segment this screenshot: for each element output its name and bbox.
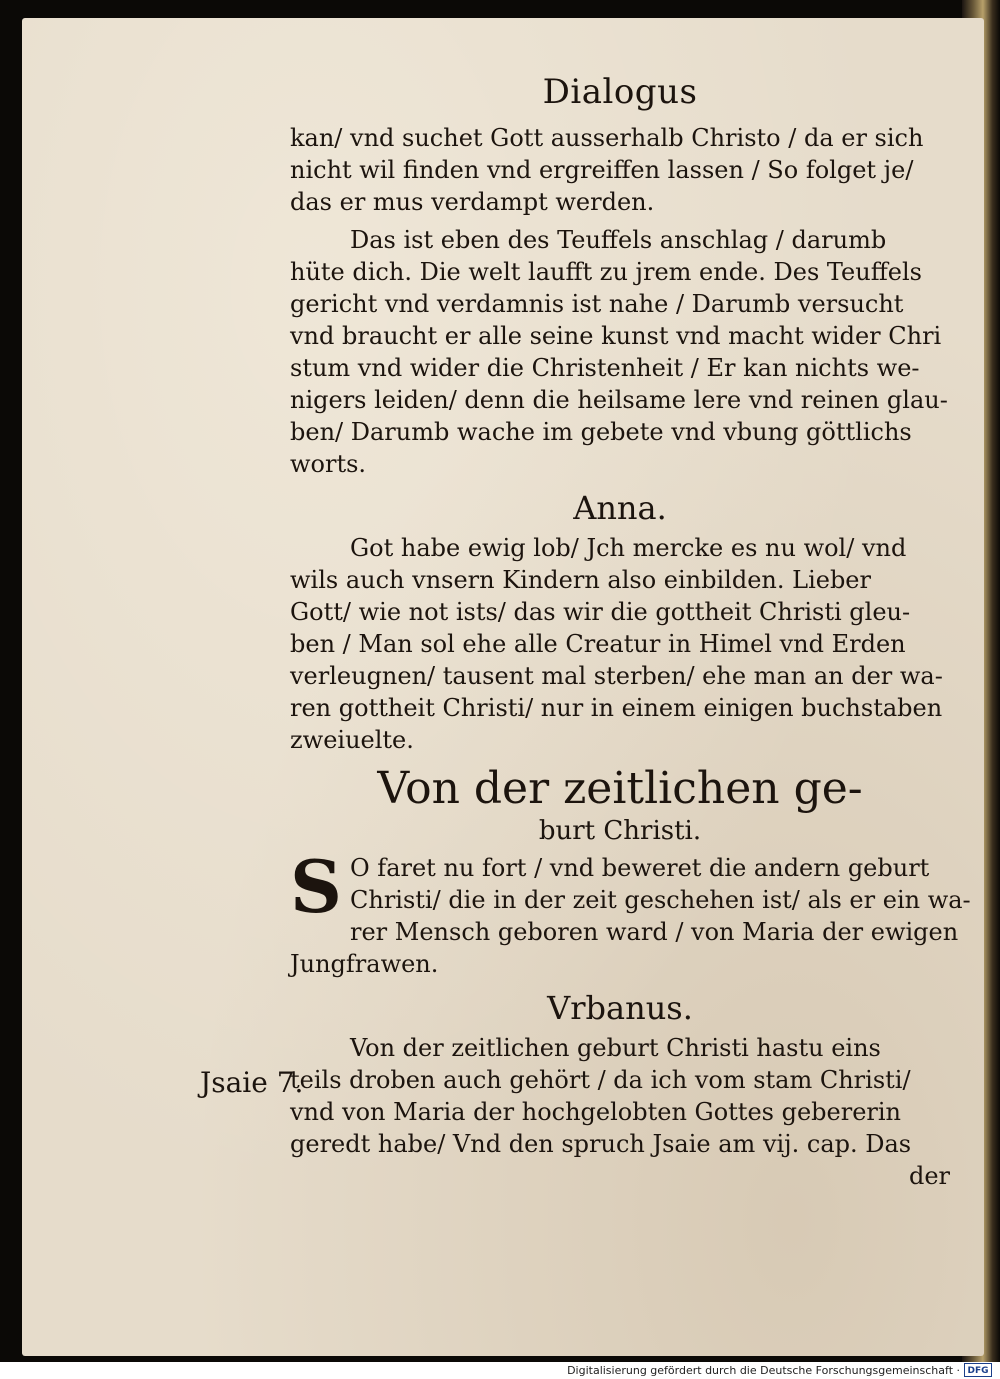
text-line: Jungfrawen.: [290, 950, 439, 978]
text-line: das er mus verdampt werden.: [290, 188, 655, 216]
paragraph-4: [290, 844, 971, 980]
text-line: hüte dich. Die welt laufft zu jrem ende. Des Teuffels: [290, 258, 922, 286]
text-line: O faret nu fort / vnd beweret die andern geburt: [350, 854, 930, 882]
footer-credit: Digitalisierung gefördert durch die Deutsche Forschungsgemeinschaft ·: [567, 1364, 960, 1377]
text-line: Got habe ewig lob/ Jch mercke es nu wol/ vnd: [350, 534, 907, 562]
running-head: Dialogus: [542, 72, 698, 112]
text-line: Von der zeitlichen geburt Christi hastu eins: [350, 1034, 881, 1062]
text-line: ren gottheit Christi/ nur in einem einigen buchstaben: [290, 694, 943, 722]
text-line: nicht wil finden vnd ergreiffen lassen / So folget je/: [290, 156, 914, 184]
text-line: gericht vnd verdamnis ist nahe / Darumb versucht: [290, 290, 904, 318]
text-line: worts.: [290, 450, 367, 478]
text-line: verleugnen/ tausent mal sterben/ ehe man an der wa-: [290, 662, 943, 690]
paragraph-1: [290, 122, 950, 218]
text-line: rer Mensch geboren ward / von Maria der ewigen: [350, 918, 959, 946]
text-line: stum vnd wider die Christenheit / Er kan nichts we-: [290, 354, 920, 382]
marginal-note: Jsaie 7.: [200, 1066, 304, 1099]
text-line: vnd von Maria der hochgelobten Gottes gebererin: [290, 1098, 902, 1126]
paragraph-2: [290, 224, 950, 480]
text-line: Christi/ die in der zeit geschehen ist/ als er ein wa-: [350, 886, 971, 914]
text-line: wils auch vnsern Kindern also einbilden. Lieber: [290, 566, 871, 594]
text-line: ben/ Darumb wache im gebete vnd vbung göttlichs: [290, 418, 912, 446]
text-line: teils droben auch gehört / da ich vom stam Christi/: [290, 1066, 911, 1094]
section-title: Von der zeitlichen ge-: [377, 763, 863, 814]
paragraph-3: [290, 532, 950, 756]
text-line: vnd braucht er alle seine kunst vnd macht wider Chri: [290, 322, 942, 350]
section-subtitle: burt Christi.: [538, 816, 702, 846]
text-line: geredt habe/ Vnd den spruch Jsaie am vij. cap. Das: [290, 1130, 912, 1158]
paragraph-4-body: [290, 844, 971, 980]
catchword: der: [908, 1162, 950, 1190]
text-line: kan/ vnd suchet Gott ausserhalb Christo / da er sich: [290, 124, 924, 152]
paragraph-5: [290, 1032, 950, 1160]
text-block: [290, 72, 971, 1192]
dfg-logo-icon[interactable]: DFG: [964, 1363, 992, 1377]
speaker-heading: Vrbanus.: [547, 989, 693, 1027]
footer-bar: [0, 1362, 1000, 1379]
speaker-heading: Anna.: [573, 489, 667, 527]
text-line: Das ist eben des Teuffels anschlag / darumb: [350, 226, 887, 254]
text-line: ben / Man sol ehe alle Creatur in Himel vnd Erden: [290, 630, 906, 658]
text-line: zweiuelte.: [290, 726, 414, 754]
text-line: Gott/ wie not ists/ das wir die gottheit Christi gleu-: [290, 598, 911, 626]
drop-capital: S: [290, 844, 342, 929]
text-line: nigers leiden/ denn die heilsame lere vnd reinen glau-: [290, 386, 948, 414]
